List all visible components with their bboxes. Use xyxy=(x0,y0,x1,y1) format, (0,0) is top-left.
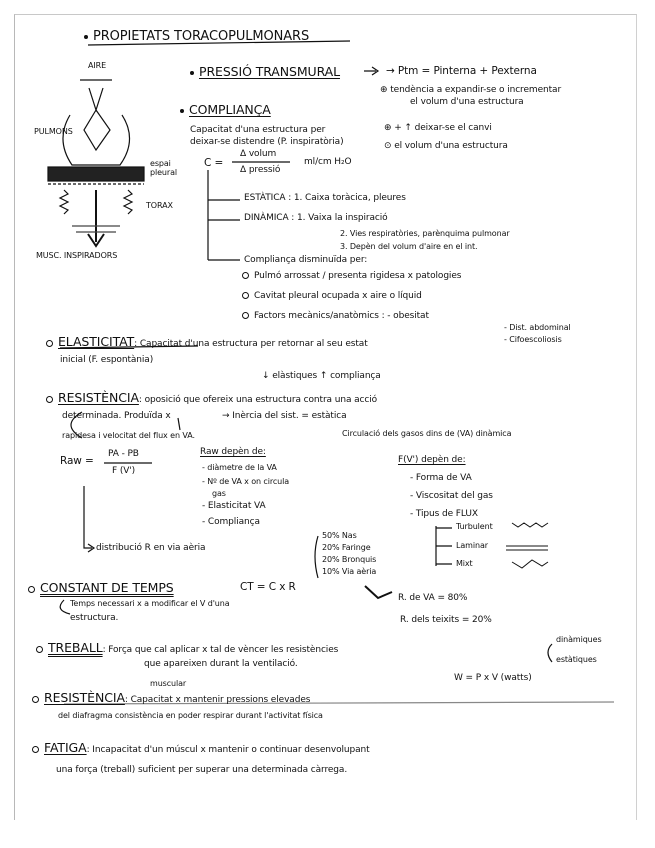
diagram-label-espai: espai xyxy=(150,159,171,168)
page-title xyxy=(84,30,309,43)
fv-flux-turbulent: Turbulent xyxy=(456,522,493,531)
raw-item-3: - Elasticitat VA xyxy=(202,501,266,511)
raw-item-1: - diàmetre de la VA xyxy=(202,463,277,472)
dinamica-line-3: 3. Depèn del volum d'aire en el int. xyxy=(340,242,478,251)
bullet-circle xyxy=(32,696,39,703)
complianca-heading: COMPLIANÇA xyxy=(189,102,271,117)
complianca-item-2-text: Cavitat pleural ocupada x aire o líquid xyxy=(254,291,422,301)
dinamica-line: DINÀMICA : 1. Vaixa la inspiració xyxy=(244,213,388,223)
treball-section xyxy=(36,642,338,655)
resistencia-arrow-1: → Inèrcia del sist. = estàtica xyxy=(222,411,347,421)
treball-brace-dinamiques: dinàmiques xyxy=(556,635,602,644)
resistencia-muscular-def-2: del diafragma consistència en poder respirar durant l'activitat física xyxy=(58,711,323,720)
dinamica-line-2: 2. Vies respiratòries, parènquima pulmonar xyxy=(340,229,510,238)
fv-item-1: - Forma de VA xyxy=(410,473,472,483)
elasticitat-def-3: ↓ elàstiques ↑ compliança xyxy=(262,371,381,381)
elasticitat-def-2: inicial (F. espontània) xyxy=(60,355,154,365)
complianca-item-1-text: Pulmó arrossat / presenta rigidesa x patologies xyxy=(254,271,462,281)
fv-flux-laminar: Laminar xyxy=(456,541,488,550)
raw-denominator: F (V') xyxy=(112,466,136,476)
bullet-dot xyxy=(84,35,88,39)
bullet-circle xyxy=(46,340,53,347)
resistencia-def-1: : oposició que ofereix una estructura contra una acció xyxy=(138,395,378,405)
fv-item-2: - Viscositat del gas xyxy=(410,491,493,501)
distribucio-line: distribució R en via aèria xyxy=(96,543,206,553)
treball-def-2: que apareixen durant la ventilació. xyxy=(144,659,298,669)
treball-heading: TREBALL xyxy=(48,640,103,655)
constant-def-1: Temps necessari x a modificar el V d'una xyxy=(70,599,230,608)
pressio-section xyxy=(190,66,340,79)
pressio-formula: → Ptm = Pinterna + Pexterna xyxy=(386,65,537,77)
treball-def-1: : Força que cal aplicar x tal de vèncer les resistències xyxy=(102,645,339,655)
diagram-label-pleural: pleural xyxy=(150,168,178,177)
constant-r-1: R. de VA = 80% xyxy=(398,593,468,603)
constant-def-2: estructura. xyxy=(70,613,119,623)
resistencia-def-3: rapidesa i velocitat del flux en VA. xyxy=(62,431,195,440)
formula-denominator: Δ pressió xyxy=(240,165,281,175)
treball-formula: W = P x V (watts) xyxy=(454,673,532,683)
disminueix-line: Compliança disminuïda per: xyxy=(244,255,368,265)
treball-brace-estatiques: estàtiques xyxy=(556,655,597,664)
elasticitat-heading: ELASTICITAT xyxy=(58,334,135,349)
complianca-def-2: deixar-se distendre (P. inspiratòria) xyxy=(190,137,344,147)
resistencia-section xyxy=(46,392,377,405)
raw-depends: Raw depèn de: xyxy=(200,447,266,457)
complianca-item-3 xyxy=(242,312,429,321)
complianca-item-3c: - Cifoescoliosis xyxy=(504,335,562,344)
bullet-circle xyxy=(46,396,53,403)
resistencia-muscular-above: muscular xyxy=(150,679,187,688)
complianca-item-2 xyxy=(242,292,422,301)
dist-faringe: 20% Faringe xyxy=(322,543,371,552)
bullet-dot xyxy=(180,109,184,113)
pressio-note-1: ⊕ tendència a expandir-se o incrementar xyxy=(380,85,562,95)
fatiga-heading: FATIGA xyxy=(44,740,87,755)
bullet-dot xyxy=(190,71,194,75)
bullet-circle xyxy=(28,586,35,593)
dist-via-aeria: 10% Via aèria xyxy=(322,567,377,576)
raw-item-2: - Nº de VA x on circula xyxy=(202,477,290,486)
fv-item-3: - Tipus de FLUX xyxy=(410,509,478,519)
fatiga-def-2: una força (treball) suficient per superar una determinada càrrega. xyxy=(56,765,348,775)
raw-item-4: - Compliança xyxy=(202,517,260,527)
resistencia-muscular-def-1: : Capacitat x mantenir pressions elevades xyxy=(124,695,311,705)
complianca-def-1: Capacitat d'una estructura per xyxy=(190,125,326,135)
bullet-circle xyxy=(36,646,43,653)
complianca-section xyxy=(180,104,271,117)
diagram-label-torax: TORAX xyxy=(146,201,173,210)
resistencia-muscular-heading: RESISTÈNCIA xyxy=(44,690,125,705)
fatiga-section xyxy=(32,742,370,755)
raw-label: Raw = xyxy=(60,455,94,467)
formula-numerator: Δ volum xyxy=(240,149,277,159)
constant-r-2: R. dels teixits = 20% xyxy=(400,615,492,625)
complianca-note-1: ⊕ + ↑ deixar-se el canvi xyxy=(384,123,492,133)
diagram-label-muscles: MUSC. INSPIRADORS xyxy=(36,251,118,260)
fv-flux-mixt: Mixt xyxy=(456,559,473,568)
fatiga-def-1: : Incapacitat d'un múscul x mantenir o continuar desenvolupant xyxy=(86,745,370,755)
complianca-item-3b: - Dist. abdominal xyxy=(504,323,571,332)
bullet-circle xyxy=(242,272,249,279)
complianca-item-3-text: Factors mecànics/anatòmics : - obesitat xyxy=(254,311,429,321)
constant-heading: CONSTANT DE TEMPS xyxy=(40,580,174,595)
bullet-circle xyxy=(32,746,39,753)
formula-units: ml/cm H₂O xyxy=(304,157,352,167)
fv-depends: F(V') depèn de: xyxy=(398,455,466,465)
estatica-line: ESTÀTICA : 1. Caixa toràcica, pleures xyxy=(244,193,406,203)
complianca-note-2: ⊙ el volum d'una estructura xyxy=(384,141,508,151)
bullet-circle xyxy=(242,292,249,299)
diagram-label-pulmons: PULMONS xyxy=(34,127,73,136)
elasticitat-def-1: : Capacitat d'una estructura per retornar al seu estat xyxy=(134,339,368,349)
pressio-note-2: el volum d'una estructura xyxy=(410,97,524,107)
elasticitat-section xyxy=(46,336,368,349)
dist-bronquis: 20% Bronquis xyxy=(322,555,377,564)
raw-numerator: PA - PB xyxy=(108,449,139,459)
page-title-text: PROPIETATS TORACOPULMONARS xyxy=(93,29,310,44)
pressio-heading: PRESSIÓ TRANSMURAL xyxy=(199,64,340,79)
resistencia-muscular-section xyxy=(32,692,310,705)
resistencia-def-2: determinada. Produïda x xyxy=(62,411,171,421)
diagram-label-aire: AIRE xyxy=(88,61,107,70)
resistencia-heading: RESISTÈNCIA xyxy=(58,390,139,405)
dist-nas: 50% Nas xyxy=(322,531,357,540)
constant-formula: CT = C x R xyxy=(240,581,296,593)
bullet-circle xyxy=(242,312,249,319)
constant-section xyxy=(28,582,174,595)
resistencia-arrow-2: Circulació dels gasos dins de (VA) dinàmica xyxy=(342,429,512,438)
complianca-item-1 xyxy=(242,272,461,281)
formula-c: C = xyxy=(204,157,224,169)
raw-item-2b: gas xyxy=(212,489,226,498)
